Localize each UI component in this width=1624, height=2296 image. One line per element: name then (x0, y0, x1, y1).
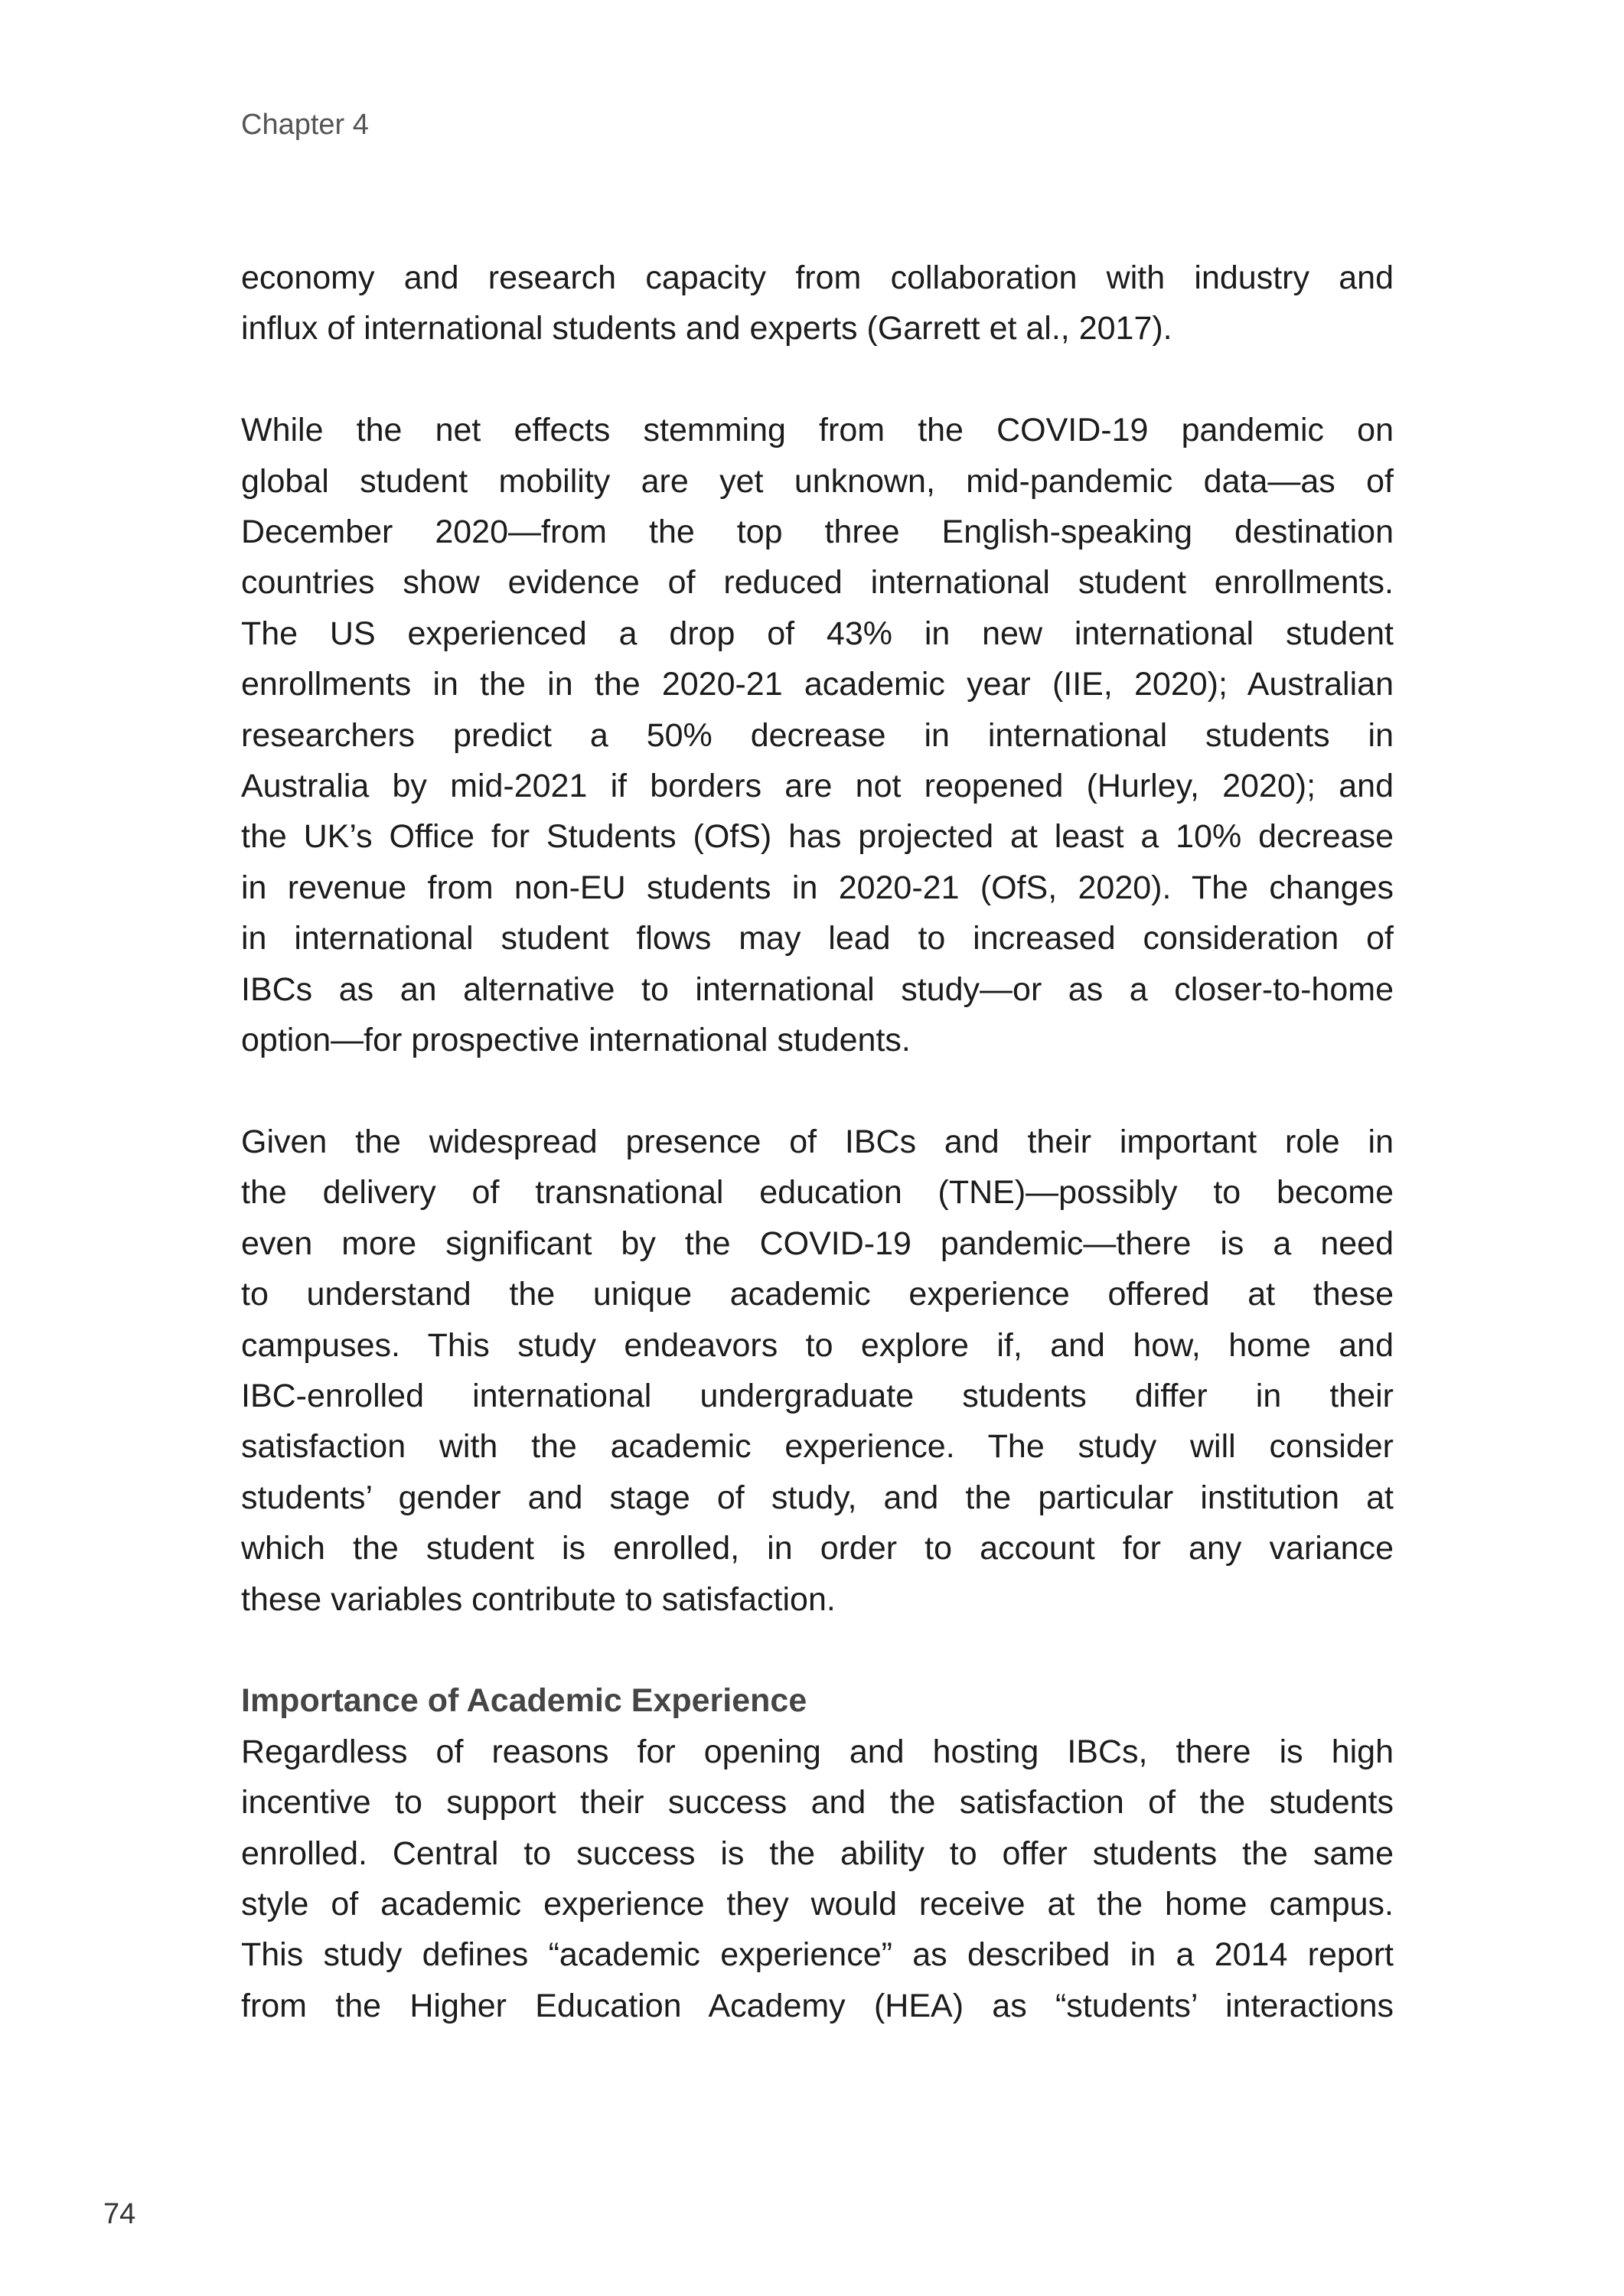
section (241, 1675, 1394, 2031)
text-line: these variables contribute to satisfaction. (241, 1580, 836, 1618)
text-line: This study defines “academic experience” as described in a 2014 report (241, 1936, 1394, 1974)
text-line: the UK’s Office for Students (OfS) has projected at least a 10% decrease (241, 818, 1394, 856)
text-line: which the student is enrolled, in order to account for any variance (241, 1530, 1394, 1567)
paragraph (241, 405, 1394, 1065)
text-line: in revenue from non-EU students in 2020-21 (OfS, 2020). The changes (241, 869, 1394, 906)
text-line: even more significant by the COVID-19 pandemic—there is a need (241, 1225, 1394, 1262)
text-line: campuses. This study endeavors to explore if, and how, home and (241, 1326, 1394, 1364)
text-line: Australia by mid-2021 if borders are not reopened (Hurley, 2020); and (241, 768, 1394, 805)
text-line: global student mobility are yet unknown, mid-pandemic data—as of (241, 462, 1394, 500)
paragraph (241, 1117, 1394, 1625)
text-line: Given the widespread presence of IBCs and their important role in (241, 1123, 1394, 1160)
page-number: 74 (103, 2198, 136, 2230)
text-line: countries show evidence of reduced international student enrollments. (241, 564, 1394, 602)
paragraph (241, 253, 1394, 354)
text-line: enrollments in the in the 2020-21 academic year (IIE, 2020); Australian (241, 666, 1394, 703)
text-line: IBCs as an alternative to international study—or as a closer-to-home (241, 970, 1394, 1008)
section-heading: Importance of Academic Experience (241, 1682, 807, 1720)
text-line: Regardless of reasons for opening and hosting IBCs, there is high (241, 1733, 1394, 1770)
text-line: from the Higher Education Academy (HEA) as “students’ interactions (241, 1987, 1394, 2024)
text-line: While the net effects stemming from the COVID-19 pandemic on (241, 412, 1394, 449)
text-line: enrolled. Central to success is the ability to offer students the same (241, 1835, 1394, 1872)
text-line: IBC-enrolled international undergraduate students differ in their (241, 1377, 1394, 1414)
text-line: economy and research capacity from collaboration with industry and (241, 259, 1394, 296)
text-line: The US experienced a drop of 43% in new international student (241, 615, 1394, 652)
body-text (241, 253, 1394, 2031)
running-head: Chapter 4 (241, 109, 369, 141)
text-line: researchers predict a 50% decrease in international students in (241, 716, 1394, 754)
section-paragraph (241, 1727, 1394, 2031)
text-line: influx of international students and experts (Garrett et al., 2017). (241, 310, 1172, 347)
text-line: to understand the unique academic experience offered at these (241, 1276, 1394, 1313)
text-line: the delivery of transnational education (TNE)—possibly to become (241, 1174, 1394, 1212)
text-line: option—for prospective international students. (241, 1022, 911, 1059)
text-line: students’ gender and stage of study, and the particular institution at (241, 1479, 1394, 1516)
text-line: style of academic experience they would receive at the home campus. (241, 1885, 1394, 1923)
text-line: in international student flows may lead to increased consideration of (241, 920, 1394, 957)
text-line: incentive to support their success and the satisfaction of the students (241, 1784, 1394, 1821)
text-line: December 2020—from the top three English-speaking destination (241, 514, 1394, 551)
text-line: satisfaction with the academic experience. The study will consider (241, 1428, 1394, 1466)
